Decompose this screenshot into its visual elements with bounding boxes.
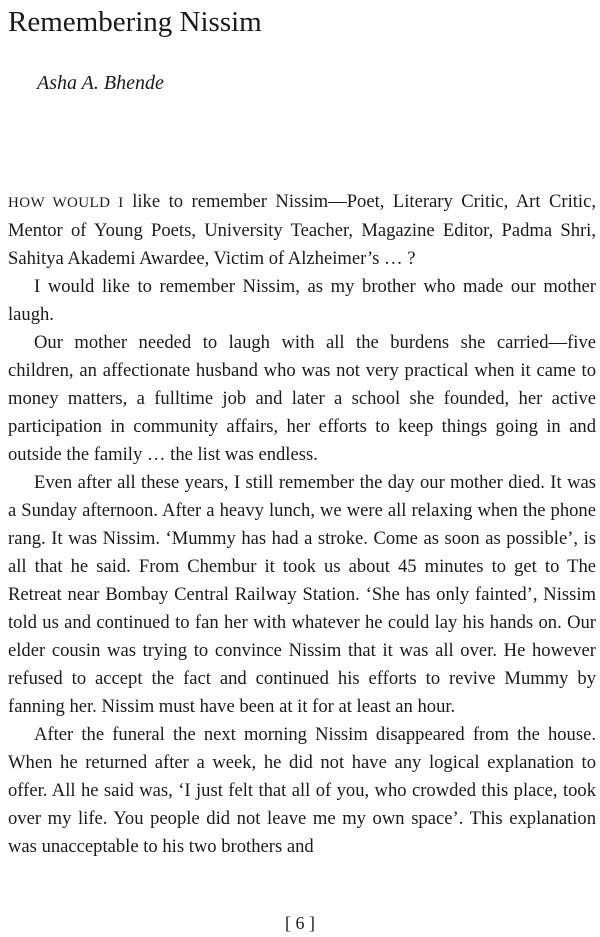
page-number: [ 6 ] xyxy=(285,913,315,933)
paragraph-2: I would like to remember Nissim, as my brother who made our mother laugh. xyxy=(8,276,596,325)
article-body xyxy=(8,188,596,861)
paragraph-1-text: like to remember Nissim—Poet, Literary Critic, Art Critic, Mentor of Young Poets, University Teacher, Magazine Editor, Padma Shri, Sahitya Akademi Awardee, Victim of Alzheimer’s … ? xyxy=(8,191,597,269)
paragraph-5: After the funeral the next morning Nissim disappeared from the house. When he returned after a week, he did not have any logical explanation to offer. All he said was, ‘I just felt that all of you, who crowded this place, took over my life. You people did not leave me my own space’. This explanation was unacceptable to his two brothers and xyxy=(8,724,596,857)
article-title: Remembering Nissim xyxy=(8,6,262,38)
lead-in-smallcaps: HOW WOULD I xyxy=(8,195,124,211)
paragraph-3: Our mother needed to laugh with all the burdens she carried—five children, an affectionate husband who was not very practical when it came to money matters, a fulltime job and later a school she founded, her active participation in community affairs, her efforts to keep things going in and outside the family … the list was endless. xyxy=(8,332,596,465)
paragraph-4: Even after all these years, I still remember the day our mother died. It was a Sunday afternoon. After a heavy lunch, we were all relaxing when the phone rang. It was Nissim. ‘Mummy has had a stroke. Come as soon as possible’, is all that he said. From Chembur it took us about 45 minutes to get to The Retreat near Bombay Central Railway Station. ‘She has only fainted’, Nissim told us and continued to fan her with whatever he could lay his hands on. Our elder cousin was trying to convince Nissim that it was all over. He however refused to accept the fact and continued his efforts to revive Mummy by fanning her. Nissim must have been at it for at least an hour. xyxy=(8,472,596,717)
article-author: Asha A. Bhende xyxy=(37,72,164,94)
paragraph-1 xyxy=(8,188,596,273)
